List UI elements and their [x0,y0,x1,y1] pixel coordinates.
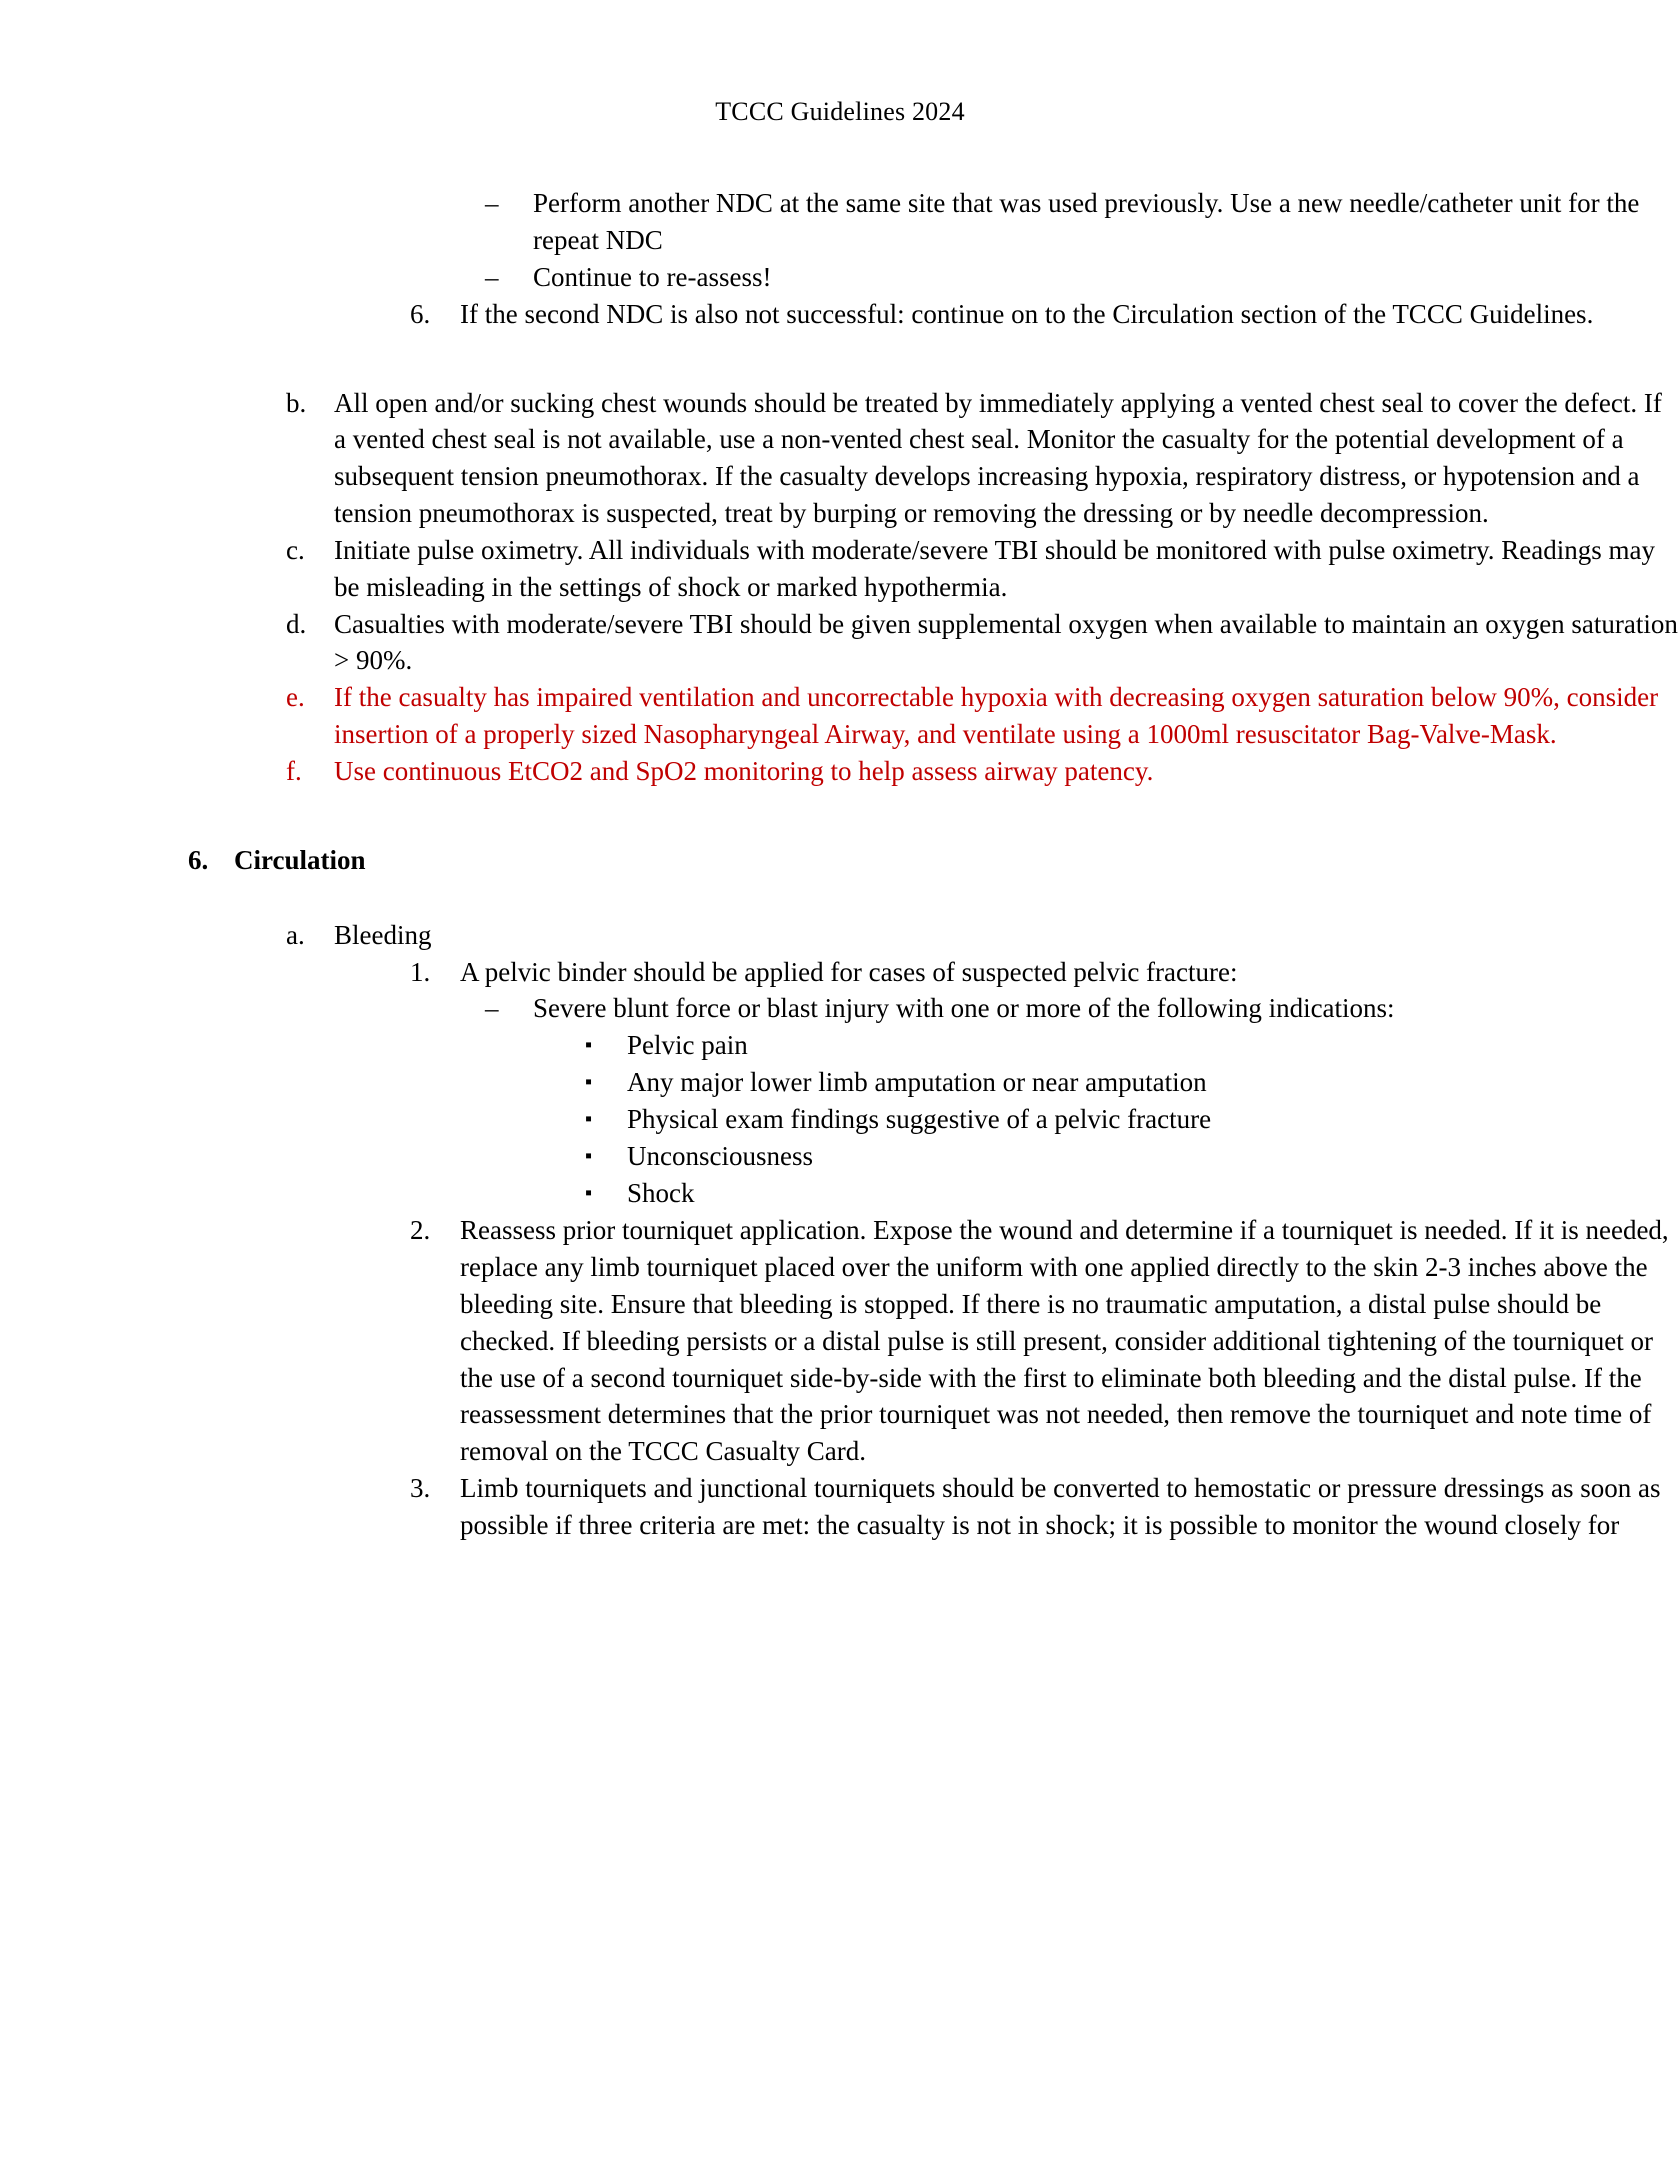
heading-marker-6: 6. [188,844,209,875]
list-item-bullet-pelvic-pain [585,1027,1680,1064]
list-marker-e: e. [286,682,305,713]
square-bullet-icon: ▪ [585,1108,593,1131]
list-item-6-second-ndc [410,296,1680,333]
square-bullet-icon: ▪ [585,1034,593,1057]
list-item-3-convert-tourniquets [410,1470,1680,1544]
list-item-text: Reassess prior tourniquet application. Expose the wound and determine if a tourniquet is needed. If it is needed, replace any limb tourniquet placed over the uniform with one applied directly to the skin 2-3 inches above the bleeding site. Ensure that bleeding is stopped. If there is no traumatic amputation, a distal pulse should be checked. If bleeding persists or a distal pulse is still present, consider additional tightening of the tourniquet or the use of a second tourniquet side-by-side with the first to eliminate both bleeding and the distal pulse. If the reassessment determines that the prior tourniquet was not needed, then remove the tourniquet and note time of removal on the TCCC Casualty Card. [460,1215,1669,1467]
list-item-e-npa-bvm [286,679,1680,753]
section-heading-circulation [188,842,1680,879]
list-item-b-chest-wounds [286,385,1680,532]
list-item-text: Physical exam findings suggestive of a pelvic fracture [627,1104,1212,1135]
dash-bullet-icon: – [485,188,499,219]
list-marker-f: f. [286,756,302,786]
list-item-text: Severe blunt force or blast injury with one or more of the following indications: [533,993,1395,1024]
list-item-text: Use continuous EtCO2 and SpO2 monitoring to help assess airway patency. [334,756,1154,786]
list-marker-6: 6. [410,298,431,329]
list-marker-d: d. [286,608,307,639]
spacer [0,333,1680,385]
list-item-bullet-limb-amputation [585,1064,1680,1101]
list-item-dash-continue-reassess [485,259,1680,296]
square-bullet-icon: ▪ [585,1145,593,1168]
list-item-text: Shock [627,1178,695,1209]
list-marker-2: 2. [410,1215,431,1246]
list-item-text: A pelvic binder should be applied for cases of suspected pelvic fracture: [460,956,1238,987]
heading-title: Circulation [234,844,366,875]
header-title: TCCC Guidelines 2024 [715,97,965,126]
spacer [0,790,1680,842]
list-marker-1: 1. [410,956,431,987]
dash-bullet-icon: – [485,993,499,1024]
list-item-text: Pelvic pain [627,1030,748,1061]
list-item-text: Perform another NDC at the same site that was used previously. Use a new needle/catheter unit for the repeat NDC [533,188,1640,256]
list-item-2-reassess-tourniquet [410,1212,1680,1470]
list-item-text: All open and/or sucking chest wounds should be treated by immediately applying a vented chest seal to cover the defect. If a vented chest seal is not available, use a non-vented chest seal. Monitor the casualty for the potential development of a subsequent tension pneumothorax. If the casualty develops increasing hypoxia, respiratory distress, or hypotension and a tension pneumothorax is suspected, treat by burping or removing the dressing or by needle decompression. [334,387,1662,529]
list-item-bullet-physical-exam [585,1101,1680,1138]
dash-bullet-icon: – [485,261,499,292]
list-item-text: Limb tourniquets and junctional tourniquets should be converted to hemostatic or pressure dressings as soon as possible if three criteria are met: the casualty is not in shock; it is possible to monitor the wound closely for [460,1473,1661,1540]
list-item-c-pulse-oximetry [286,532,1680,606]
list-marker-a: a. [286,919,305,950]
list-item-text: Initiate pulse oximetry. All individuals with moderate/severe TBI should be monitored with pulse oximetry. Readings may be misleading in the settings of shock or marked hypothermia. [334,534,1656,602]
list-item-bullet-shock [585,1175,1680,1212]
list-item-text: Casualties with moderate/severe TBI should be given supplemental oxygen when available to maintain an oxygen saturation > 90%. [334,608,1678,676]
list-item-text: Unconsciousness [627,1141,813,1172]
document-body [0,127,1680,1544]
list-marker-3: 3. [410,1473,431,1504]
square-bullet-icon: ▪ [585,1071,593,1094]
list-item-text: If the casualty has impaired ventilation and uncorrectable hypoxia with decreasing oxygen saturation below 90%, consider insertion of a properly sized Nasopharyngeal Airway, and ventilate using a 1000ml resuscitator Bag-Valve-Mask. [334,682,1659,750]
list-item-text: Continue to re-assess! [533,261,772,292]
spacer [0,879,1680,917]
list-item-text: Any major lower limb amputation or near amputation [627,1067,1207,1098]
list-item-d-supplemental-oxygen [286,606,1680,680]
list-item-bullet-unconsciousness [585,1138,1680,1175]
list-marker-c: c. [286,534,305,565]
page-header [0,0,1680,127]
list-item-f-etco2-spo2 [286,753,1680,790]
list-item-text: If the second NDC is also not successful: continue on to the Circulation section of the TCCC Guidelines. [460,298,1594,329]
list-item-1-pelvic-binder [410,954,1680,991]
list-item-a-bleeding [286,917,1680,954]
list-marker-b: b. [286,387,307,418]
list-item-dash-perform-ndc [485,185,1680,259]
square-bullet-icon: ▪ [585,1182,593,1205]
list-item-text: Bleeding [334,919,432,950]
list-item-dash-severe-blunt [485,990,1680,1027]
